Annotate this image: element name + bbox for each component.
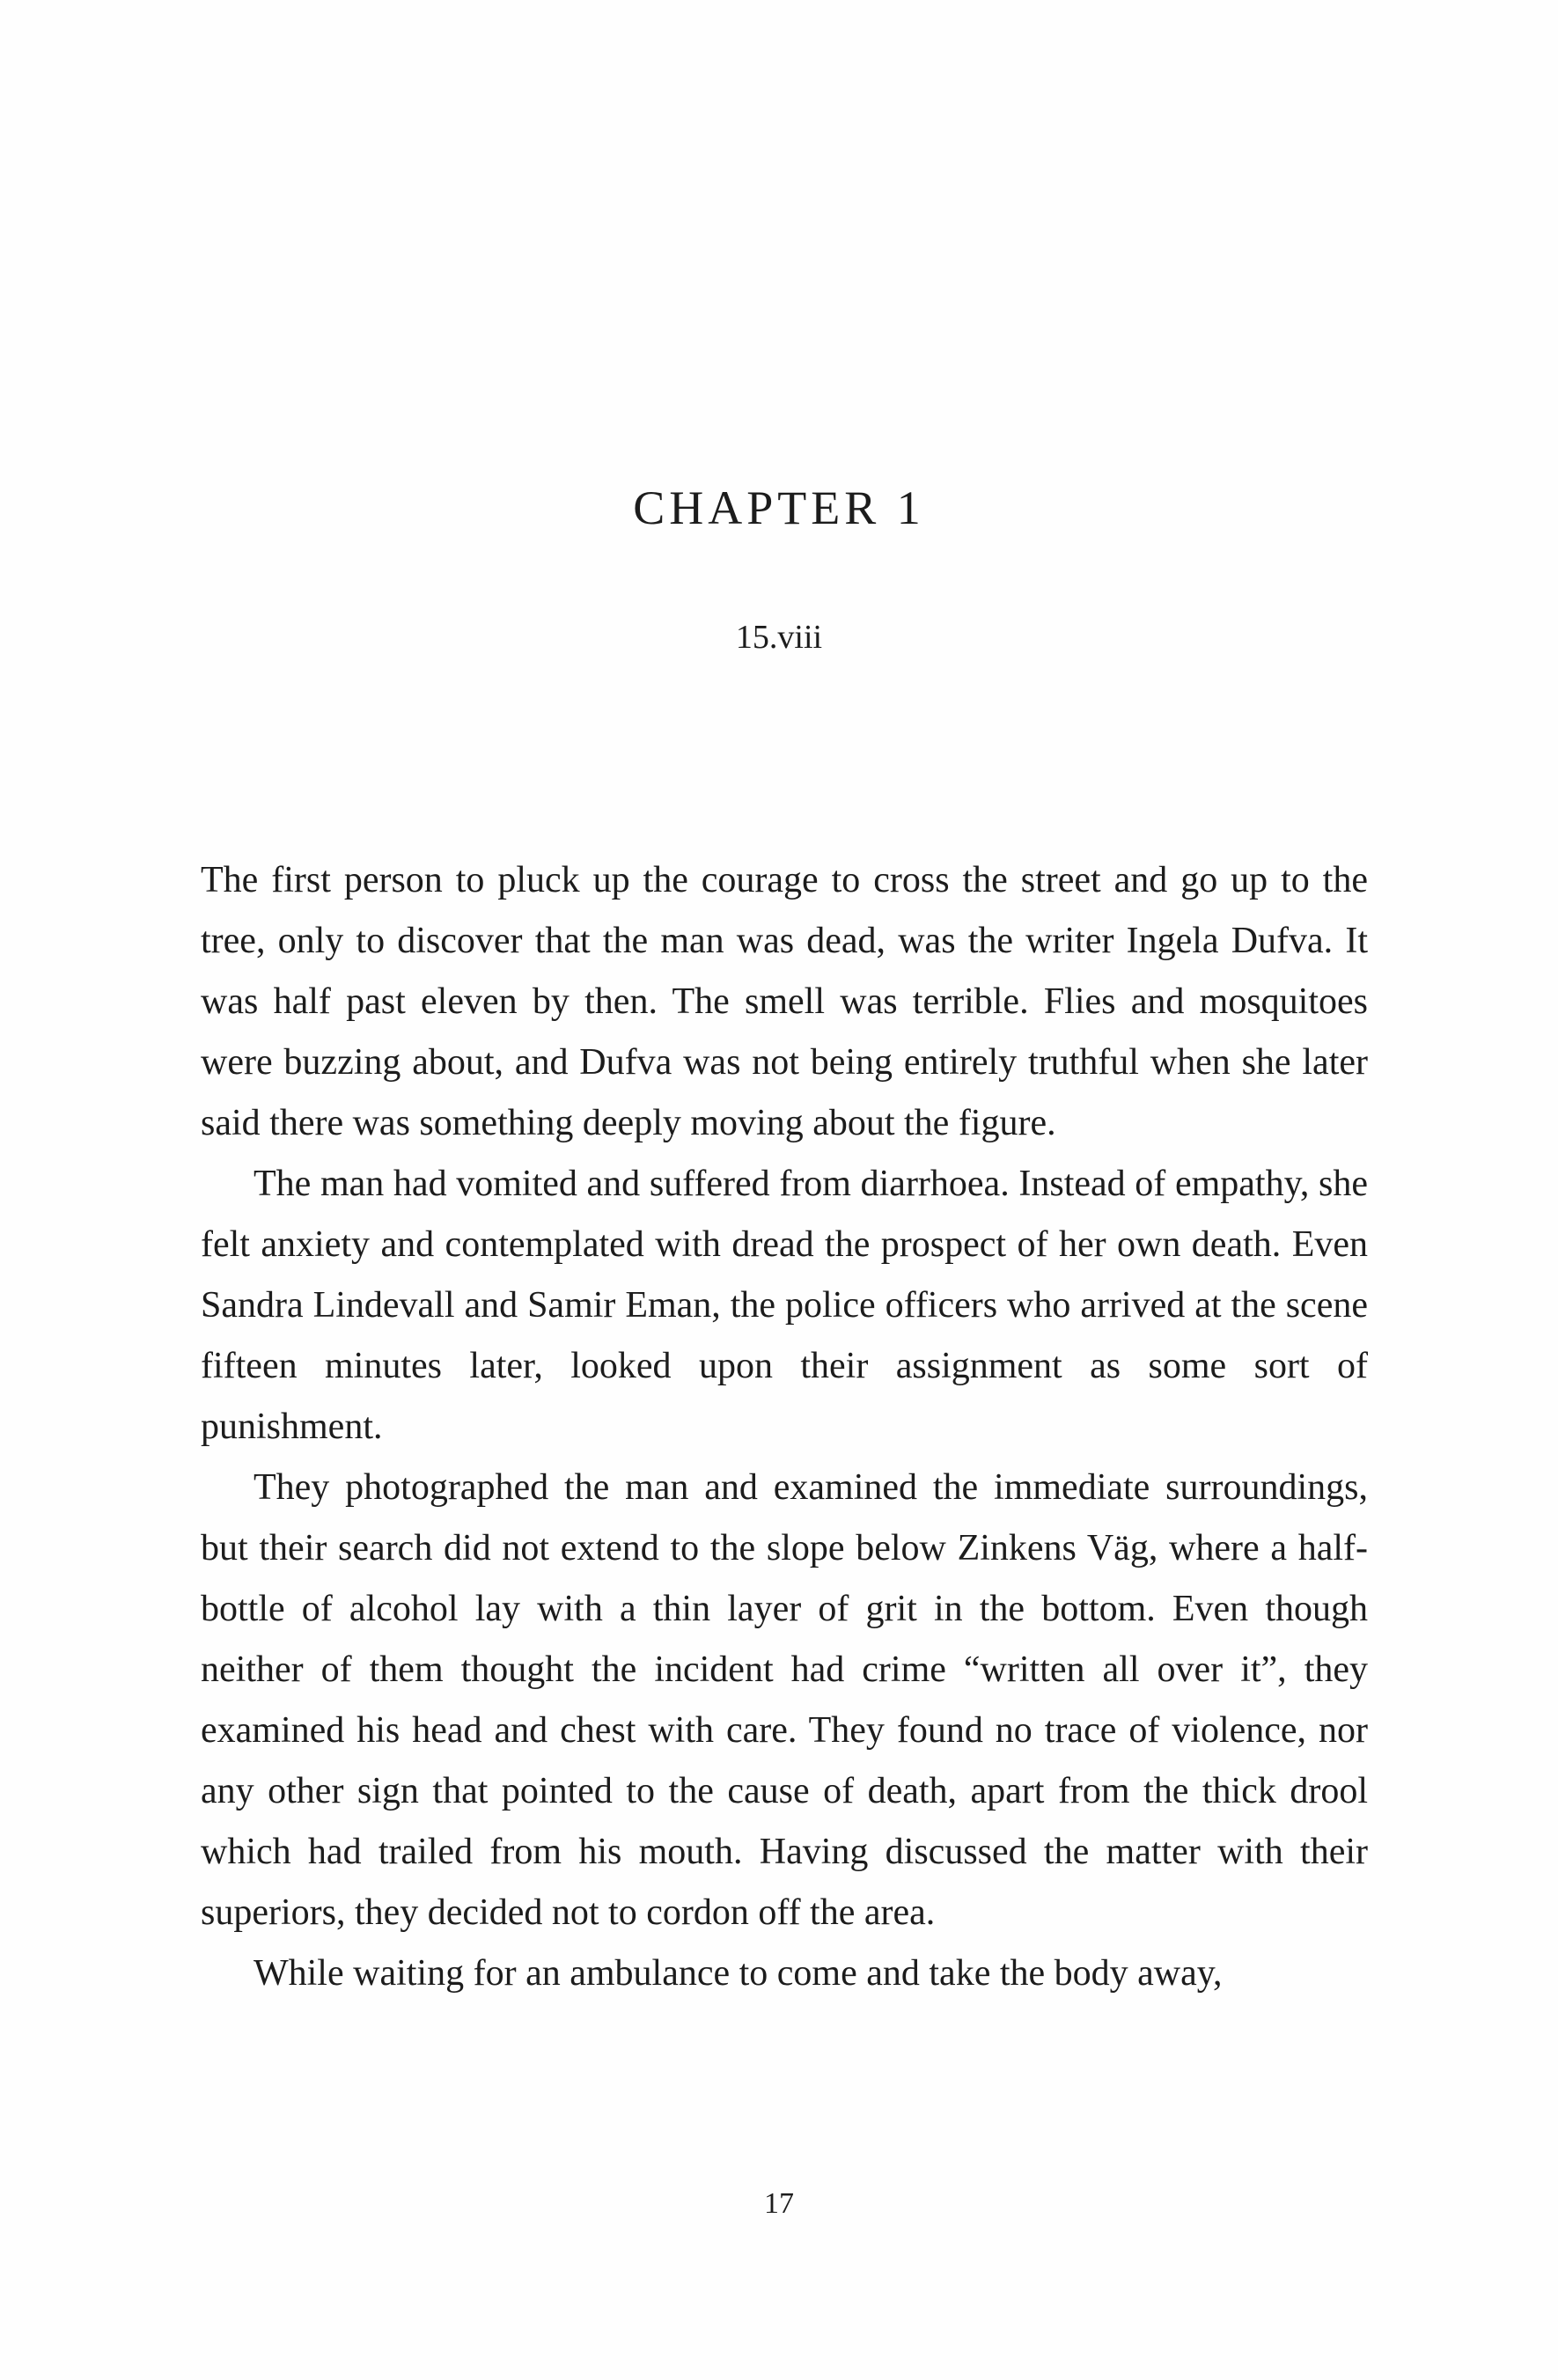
body-text [201,850,1368,2004]
paragraph: They photographed the man and examined the immediate surroundings, but their search did not extend to the slope below Zinkens Väg, where a half-bottle of alcohol lay with a thin layer of grit in the bottom. Even though neither of them thought the incident had crime “written all over it”, they examined his head and chest with care. They found no trace of violence, nor any other sign that pointed to the cause of death, apart from the thick drool which had trailed from his mouth. Having discussed the matter with their superiors, they decided not to cordon off the area. [201,1467,1368,1933]
page-number: 17 [764,2187,794,2220]
paragraph: The man had vomited and suffered from diarrhoea. Instead of empathy, she felt anxiety and contemplated with dread the prospect of her own death. Even Sandra Lindevall and Samir Eman, the police officers who arrived at the scene fifteen minutes later, looked upon their assignment as some sort of punishment. [201,1164,1368,1447]
paragraph: The first person to pluck up the courage to cross the street and go up to the tree, only to discover that the man was dead, was the writer Ingela Dufva. It was half past eleven by then. The smell was terrible. Flies and mosquitoes were buzzing about, and Dufva was not being entirely truthful when she later said there was something deeply moving about the figure. [201,860,1368,1143]
chapter-date: 15.viii [735,619,823,656]
paragraph: While waiting for an ambulance to come and take the body away, [254,1953,1223,1994]
chapter-title: CHAPTER 1 [633,481,925,534]
